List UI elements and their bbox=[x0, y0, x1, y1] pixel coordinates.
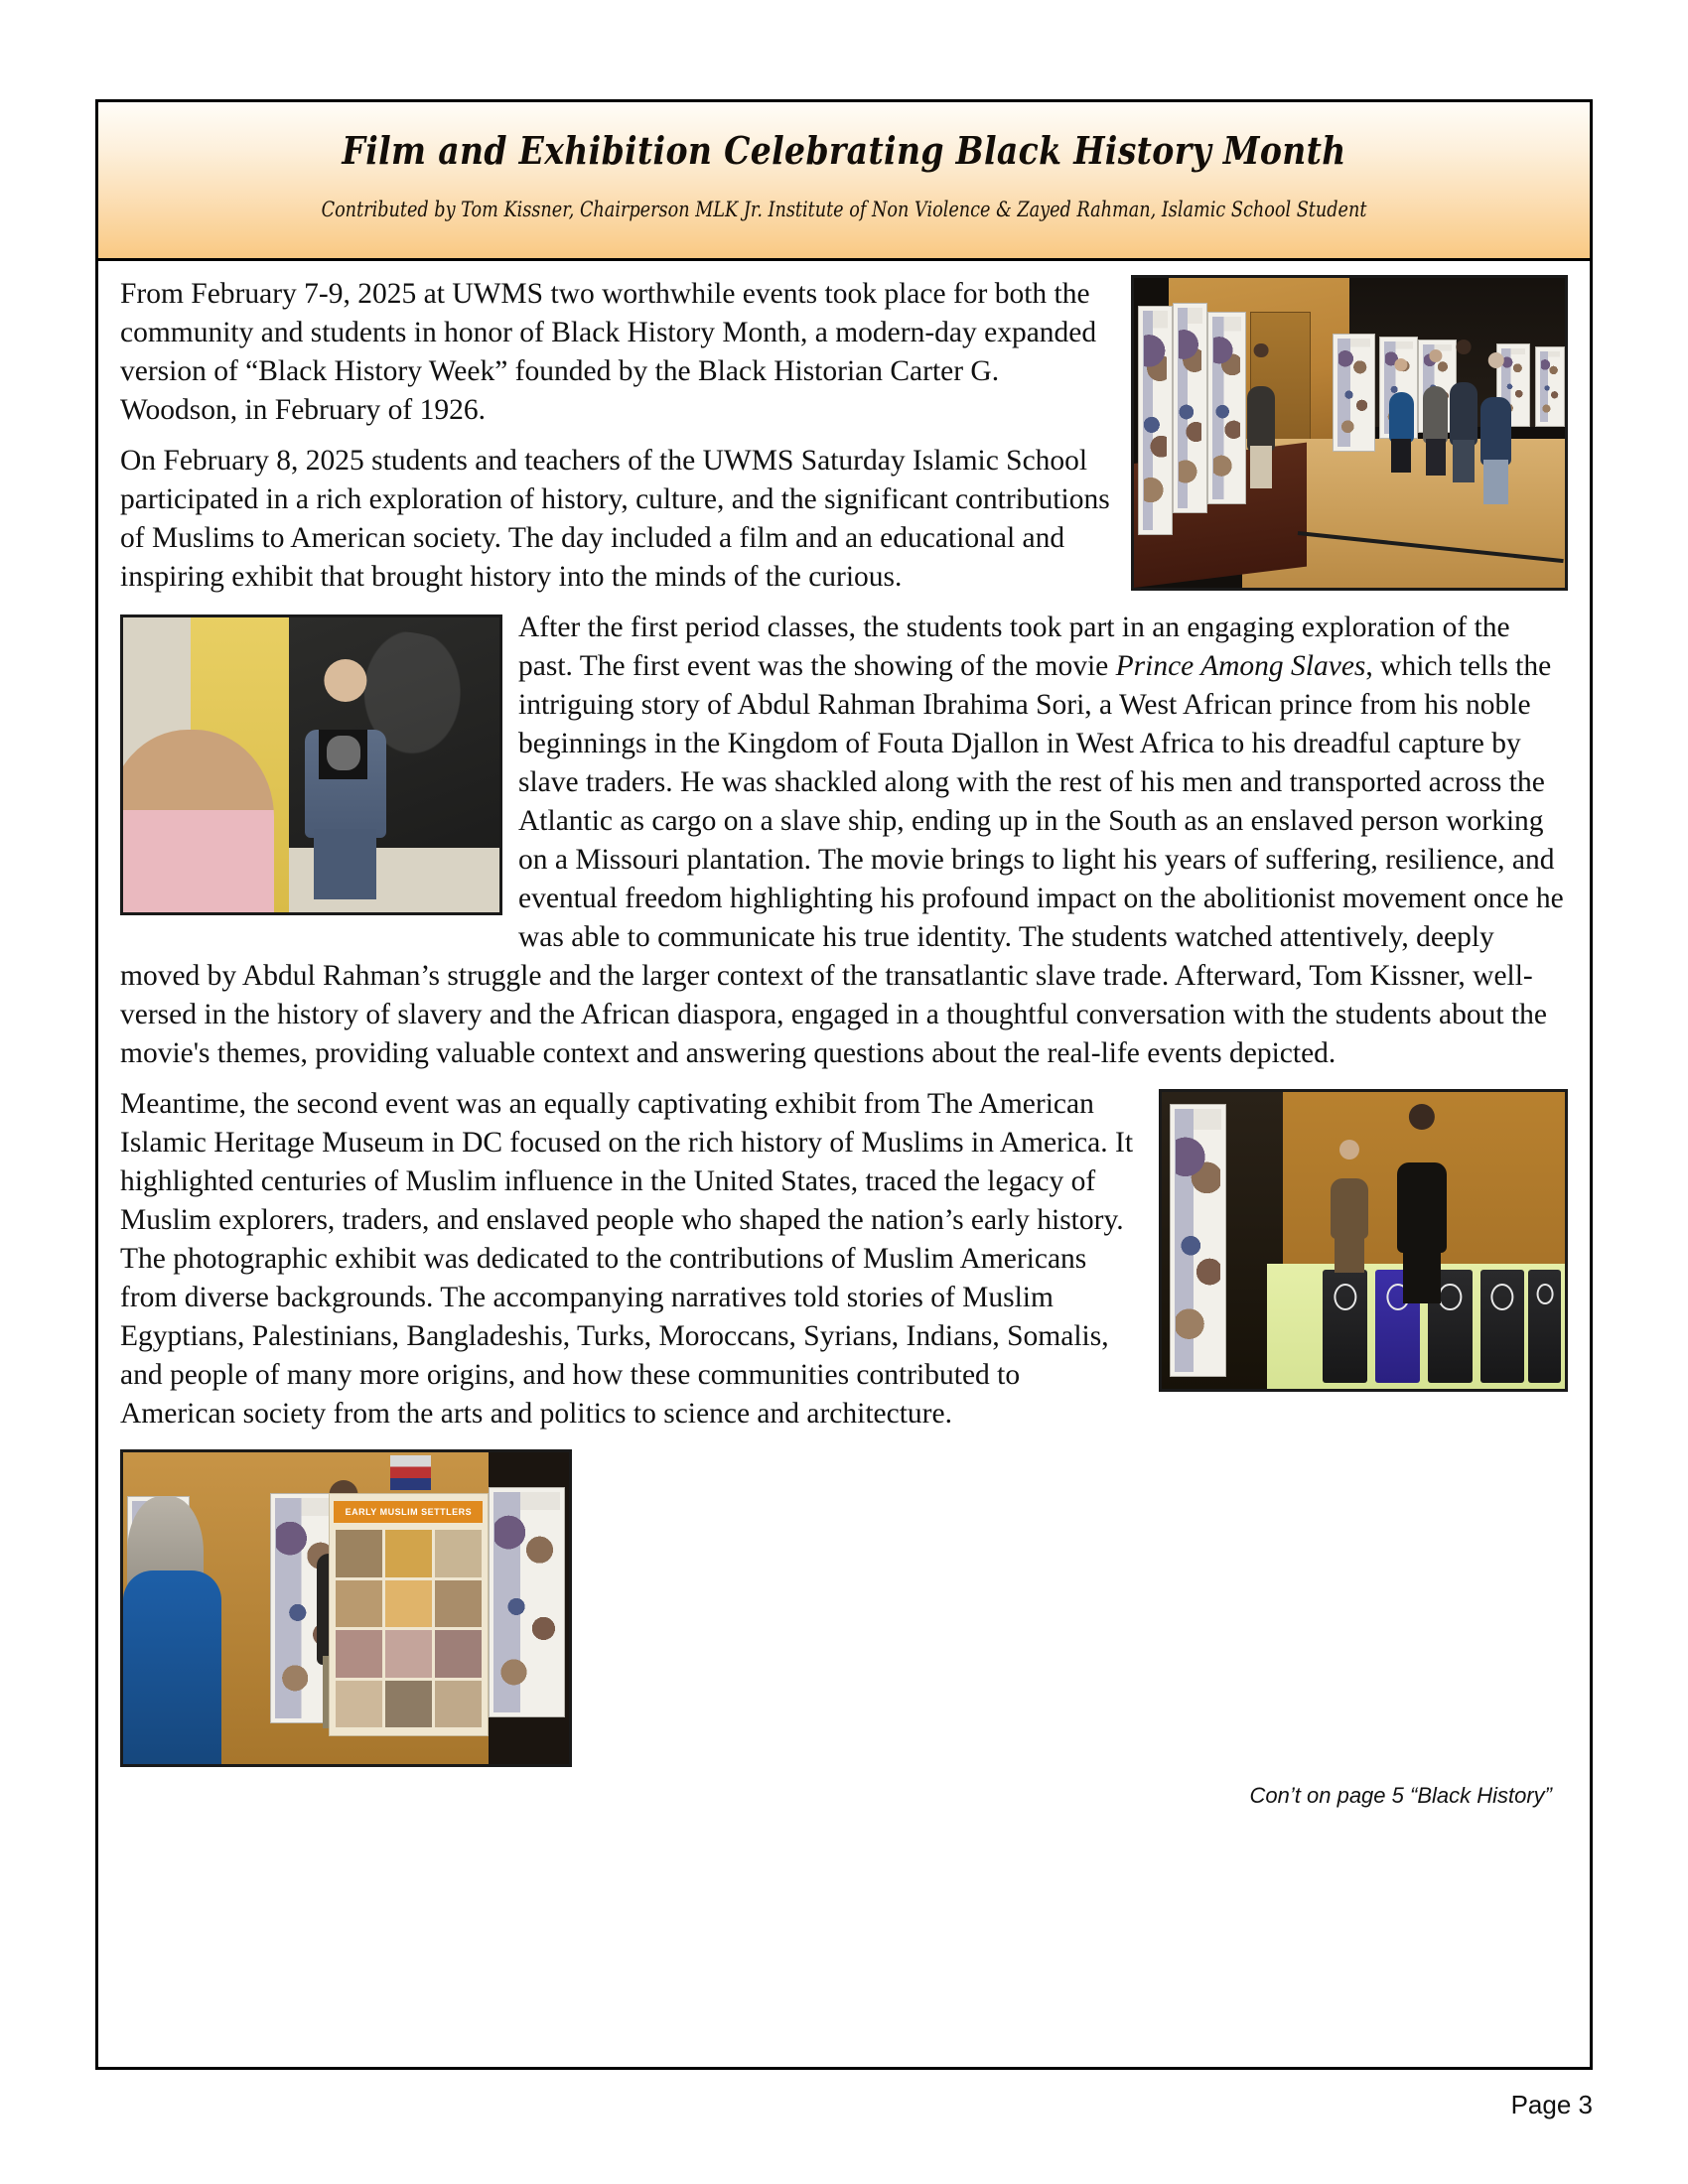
paragraph-1: From February 7-9, 2025 at UWMS two worthwhile events took place for both the community and students in honor of Black History Month, a modern-day expanded version of “Black History Week” founded by the Black Historian Carter G. Woodson, in February of 1926. bbox=[120, 278, 1097, 426]
article-body bbox=[98, 261, 1590, 2070]
paragraph-3-part-1: After the first period classes, the students took part in an engaging exploration of the past. The first event was the showing of the movie bbox=[518, 612, 1510, 682]
poster-board-title: EARLY MUSLIM SETTLERS bbox=[334, 1501, 483, 1523]
article-header-banner bbox=[98, 102, 1590, 261]
article-frame bbox=[95, 99, 1593, 2070]
exhibition-hall-photo bbox=[1131, 275, 1568, 591]
early-muslim-settlers-photo bbox=[120, 1449, 572, 1767]
paragraph-3-part-2: , which tells the intriguing story of Abdul Rahman Ibrahima Sori, a West African prince from his noble beginnings in the Kingdom of Fouta Djallon in West Africa to his dreadful capture by slave traders. He was shackled along with the rest of his men and transported across the Atlantic as cargo on a slave ship, ending up in the South as an enslaved person working on a Missouri plantation. The movie brings to light his years of suffering, resilience, and eventual freedom highlighting his profound impact on the abolitionist movement once he was able to communicate his true identity. The students watched attentively, deeply moved by Abdul Rahman’s struggle and the larger context of the transatlantic slave trade. Afterward, Tom Kissner, well-versed in the history of slavery and the African diaspora, engaged in a thoughtful conversation with the students about the movie's themes, providing valuable context and answering questions about the real-life events depicted. bbox=[120, 650, 1564, 1069]
movie-title: Prince Among Slaves bbox=[1115, 650, 1366, 682]
page-number: Page 3 bbox=[1510, 2090, 1593, 2119]
chalkboard-speaker-photo bbox=[120, 614, 502, 915]
paragraph-4: Meantime, the second event was an equally captivating exhibit from The American Islamic Heritage Museum in DC focused on the rich history of Muslims in America. It highlighted centuries of Muslim influence in the United States, traced the legacy of Muslim explorers, traders, and enslaved people who shaped the nation’s early history. The photographic exhibit was dedicated to the contributions of Muslim Americans from diverse backgrounds. The accompanying narratives told stories of Muslim Egyptians, Palestinians, Bangladeshis, Turks, Moroccans, Syrians, Indians, Somalis, and people of many more origins, and how these communities contributed to American society from the arts and politics to science and architecture. bbox=[120, 1088, 1134, 1430]
continuation-note: Con’t on page 5 “Black History” bbox=[1249, 1783, 1552, 1808]
paragraph-2: On February 8, 2025 students and teachers of the UWMS Saturday Islamic School participated in a rich exploration of history, culture, and the significant contributions of Muslims to American society. The day included a film and an educational and inspiring exhibit that brought history into the minds of the curious. bbox=[120, 445, 1110, 593]
page-title: Film and Exhibition Celebrating Black History Month bbox=[342, 128, 1346, 173]
merchandise-table-photo bbox=[1159, 1089, 1568, 1392]
byline: Contributed by Tom Kissner, Chairperson MLK Jr. Institute of Non Violence & Zayed Rahman, Islamic School Student bbox=[321, 198, 1367, 221]
